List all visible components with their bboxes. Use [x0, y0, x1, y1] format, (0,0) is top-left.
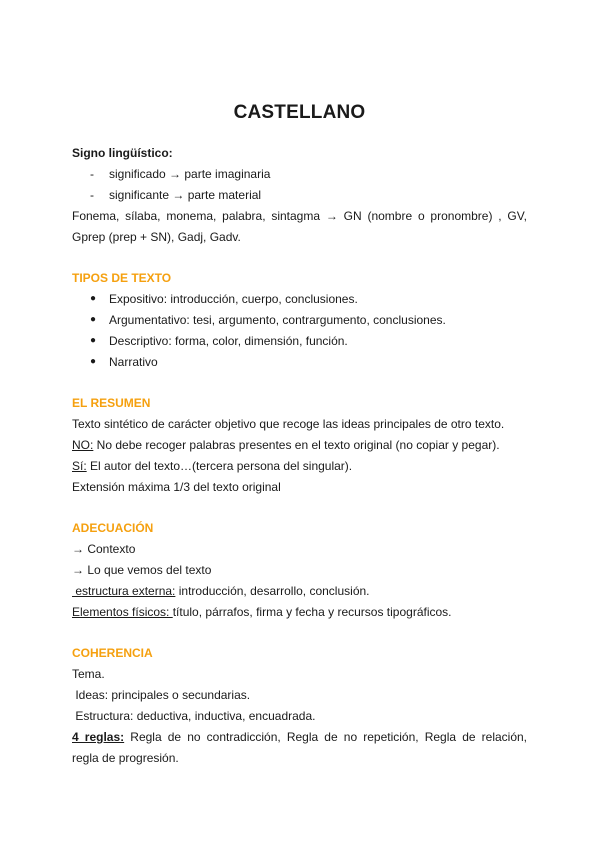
bullet-icon: ●	[90, 356, 97, 367]
adecuacion-ext-label: estructura externa:	[72, 584, 176, 598]
page-title: CASTELLANO	[233, 102, 366, 123]
resumen-line4: Extensión máxima 1/3 del texto original	[72, 480, 281, 494]
tipos-item-text: Descriptivo: forma, color, dimensión, función.	[109, 334, 348, 348]
coherencia-reglas-text: Regla de no contradicción, Regla de no repetición, Regla de relación,	[124, 730, 528, 744]
resumen-heading: EL RESUMEN	[72, 396, 151, 410]
coherencia-line1: Tema.	[72, 667, 105, 681]
adecuacion-ext-text: introducción, desarrollo, conclusión.	[175, 584, 370, 598]
adecuacion-ext-line	[72, 584, 370, 598]
bullet-icon: ●	[90, 293, 97, 304]
dash-marker: -	[90, 188, 94, 202]
signo-item-text: significante → parte material	[109, 188, 262, 202]
coherencia-line2: Ideas: principales o secundarias.	[72, 688, 251, 702]
tipos-item-text: Narrativo	[109, 355, 158, 369]
resumen-si-text: El autor del texto…(tercera persona del singular).	[86, 459, 353, 473]
resumen-si-label: Sí:	[72, 459, 87, 473]
adecuacion-fis-line	[72, 605, 452, 619]
resumen-line1: Texto sintético de carácter objetivo que recoge las ideas principales de otro texto.	[72, 417, 505, 431]
coherencia-heading: COHERENCIA	[72, 646, 153, 660]
adecuacion-heading: ADECUACIÓN	[72, 521, 154, 535]
adecuacion-line1: → Contexto	[72, 542, 136, 556]
tipos-item-text: Argumentativo: tesi, argumento, contrargumento, conclusiones.	[109, 313, 446, 327]
coherencia-line5: regla de progresión.	[72, 751, 179, 765]
adecuacion-fis-label: Elementos físicos:	[72, 605, 173, 619]
bullet-icon: ●	[90, 314, 97, 325]
tipos-heading: TIPOS DE TEXTO	[72, 271, 172, 285]
signo-paragraph-line1: Fonema, sílaba, monema, palabra, sintagma → GN (nombre o pronombre) , GV,	[72, 209, 527, 223]
tipos-item-text: Expositivo: introducción, cuerpo, conclusiones.	[109, 292, 358, 306]
signo-item-text: significado → parte imaginaria	[109, 167, 271, 181]
resumen-no-text: No debe recoger palabras presentes en el texto original (no copiar y pegar).	[93, 438, 500, 452]
adecuacion-fis-text: título, párrafos, firma y fecha y recursos tipográficos.	[172, 605, 452, 619]
coherencia-reglas-label: 4 reglas:	[72, 730, 125, 744]
coherencia-line3: Estructura: deductiva, inductiva, encuadrada.	[72, 709, 316, 723]
signo-paragraph-line2: Gprep (prep + SN), Gadj, Gadv.	[72, 230, 241, 244]
resumen-si-line	[72, 459, 352, 473]
resumen-no-label: NO:	[72, 438, 94, 452]
adecuacion-line2: → Lo que vemos del texto	[72, 563, 212, 577]
signo-heading: Signo lingüístico:	[72, 146, 173, 160]
dash-marker: -	[90, 167, 94, 181]
coherencia-reglas-line	[72, 730, 527, 744]
bullet-icon: ●	[90, 335, 97, 346]
resumen-no-line	[72, 438, 500, 452]
